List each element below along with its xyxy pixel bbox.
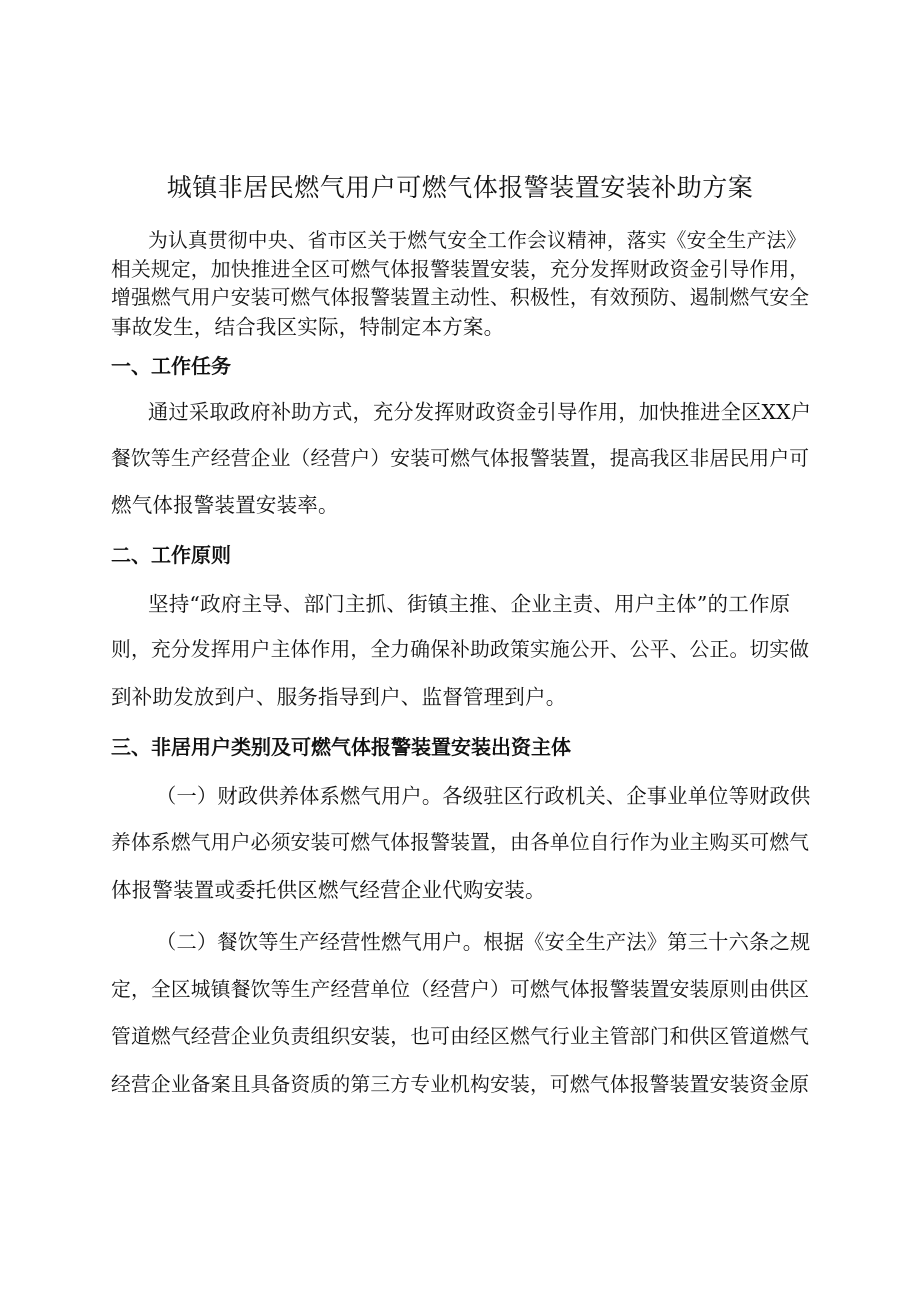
section-3-item-2-line-2: 定，全区城镇餐饮等生产经营单位（经营户）可燃气体报警装置安装原则由供区 — [111, 978, 810, 1001]
document-title: 城镇非居民燃气用户可燃气体报警装置安装补助方案 — [166, 173, 754, 202]
section-3-item-2-line-1: （二）餐饮等生产经营性燃气用户。根据《安全生产法》第三十六条之规 — [156, 930, 811, 954]
section-2-line-2: 则，充分发挥用户主体作用，全力确保补助政策实施公开、公平、公正。切实做 — [111, 638, 810, 661]
intro-line-1: 为认真贯彻中央、省市区关于燃气安全工作会议精神，落实《安全生产法》 — [148, 229, 807, 252]
section-3-item-1-line-3: 体报警装置或委托供区燃气经营企业代购安装。 — [111, 878, 546, 902]
intro-line-4: 事故发生，结合我区实际，特制定本方案。 — [111, 315, 505, 339]
section-3-item-1-line-2: 养体系燃气用户必须安装可燃气体报警装置，由各单位自行作为业主购买可燃气 — [111, 831, 810, 854]
section-3-item-1-line-1: （一）财政供养体系燃气用户。各级驻区行政机关、企事业单位等财政供 — [156, 784, 811, 808]
section-2-heading: 二、工作原则 — [111, 543, 231, 567]
section-1-line-1: 通过采取政府补助方式，充分发挥财政资金引导作用，加快推进全区XX户 — [148, 400, 812, 424]
section-2-line-1: 坚持“政府主导、部门主抓、街镇主推、企业主责、用户主体”的工作原 — [148, 592, 791, 616]
section-3-heading: 三、非居用户类别及可燃气体报警装置安装出资主体 — [111, 735, 571, 759]
section-2-line-3: 到补助发放到户、服务指导到户、监督管理到户。 — [111, 685, 567, 709]
section-1-heading: 一、工作任务 — [111, 354, 231, 378]
section-3-item-2-line-3: 管道燃气经营企业负责组织安装，也可由经区燃气行业主管部门和供区管道燃气 — [111, 1025, 810, 1048]
intro-line-2: 相关规定，加快推进全区可燃气体报警装置安装，充分发挥财政资金引导作用， — [111, 258, 810, 281]
section-1-line-3: 燃气体报警装置安装率。 — [111, 493, 339, 517]
section-3-item-2-line-4: 经营企业备案且具备资质的第三方专业机构安装，可燃气体报警装置安装资金原 — [111, 1073, 810, 1096]
section-1-line-2: 餐饮等生产经营企业（经营户）安装可燃气体报警装置，提高我区非居民用户可 — [111, 447, 810, 470]
intro-line-3: 增强燃气用户安装可燃气体报警装置主动性、积极性，有效预防、遏制燃气安全 — [111, 286, 810, 309]
